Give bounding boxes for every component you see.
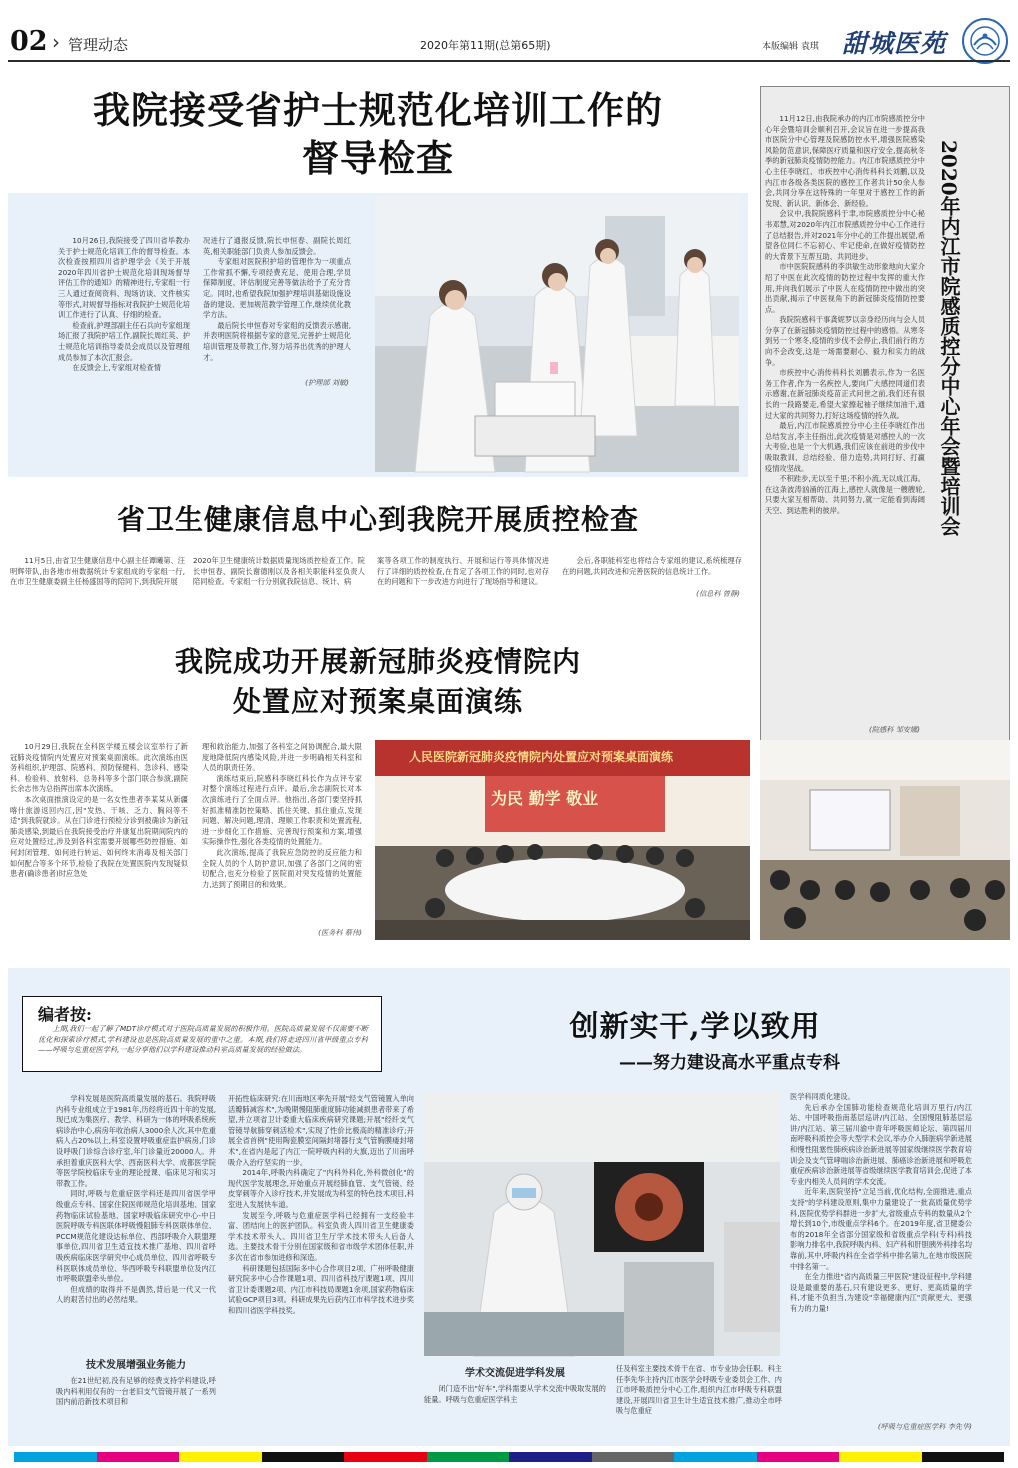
feature-column-4 — [616, 1364, 782, 1416]
paragraph: 检查前,护理部副主任石兵向专家组现场汇报了我院护培工作,副院长周红英、护士规范化培训指导委员会成员以及管理组成员参加了本次汇报会。 — [58, 320, 190, 362]
paragraph: 2020年卫生健康统计数据质量现场质控检查工作。院长申恒春、副院长谢德刚以及各相关职能科室负责人陪同检查。专家组一行分别就我院信息、统计、病 — [193, 556, 365, 587]
paragraph: 在反馈会上,专家组对检查情 — [72, 363, 161, 373]
issue-info: 2020年第11期(总第65期) — [420, 39, 551, 52]
article1-column-1 — [58, 236, 190, 468]
article2-column-1 — [10, 556, 185, 612]
paragraph: 市疾控中心消传科科长刘鹏表示,作为一名医务工作者,作为一名疾控人,要向广大感控同道们表示感谢,在新冠肺炎疫苗正式问世之前,我们还有很长的一段路要走,希望大家擦起袖子继续加油干,通过大家的共同努力,打好这场疫情的持久战。 — [765, 368, 925, 420]
paragraph: 10月29日,我院在全科医学楼五楼会议室举行了新冠肺炎疫情院内处置应对预案桌面演练。此次演练由医务科组织,护理部、院感科、预防保健科、急诊科、感染科、检验科、放射科、总务科等多个部门联合参演,副院长余志伟为总指挥出席本次演练。 — [10, 742, 188, 794]
page-header — [0, 0, 1018, 58]
header-rule — [8, 60, 1010, 62]
article2-column-4 — [562, 556, 742, 590]
article1-title — [18, 86, 738, 182]
paragraph: 本次桌面推演设定的是一名女性患者李某某从新疆喀什旅游返回内江,因"发热、干咳、乏力、胸闷等不适"到我院就诊。从在门诊进行预检分诊到被确诊为新冠肺炎感染,到最后在我院接受治疗并康复出院期间院内的应对处置经过,涉及到各科室需要开展哪些防控措施、如何封闭管理、如何进行转运、如何终末消毒及相关部门如何配合等多个环节,检验了我院在处置医院内发现疑似患者(确诊患者)时应急处 — [10, 794, 188, 879]
paragraph: 学科发展是医院高质量发展的基石。我院呼吸内科专业组成立于1981年,历经将近四十年的发展,现已成为集医疗、教学、科研为一体的呼吸系统疾病诊治中心,病房年收治病人3000余人次,其中危重病人占20%以上,科室设置呼吸重症监护病房,门诊设呼吸门诊综合诊疗室,年门诊量近20000人。并承担着重庆医科大学、西南医科大学、成都医学院等医学院校临床专业的理论授课、临床见习和实习带教工作。 — [56, 1094, 216, 1188]
paragraph: 开拓性临床研究:在川南地区率先开展"经支气管镜置入单向活瓣肺减容术",为晚期慢阻肺重度肺功能减损患者带来了希望,并立项省卫计委重大临床疾病研究课题;开展"经纤支气管镜导航肺穿刺活检术",实现了性价比极高的精准诊疗;开展全省首例"使用陶瓷膜室间隔封堵器行支气管胸膜瘘封堵术",在省内是起了内江一院呼吸内科的大旗,迈出了川南呼吸介入治疗坚实的一步。 — [228, 1094, 414, 1167]
paragraph: 闭门造不出"好车",学科需要从学术交流中吸取发展的能量。呼吸与危重症医学科主 — [424, 1384, 606, 1404]
banner-slogan: 人民医院新冠肺炎疫情院内处置应对预案桌面演练 — [409, 750, 674, 764]
paragraph: 2014年,呼吸内科确定了"内科外科化,外科微创化"的现代医学发展理念,开始重点开展经肺血管、支气管镜、经皮穿刺等介入诊疗技术,并发展成为科室的特色技术项目,科室进入发展快车道。 — [228, 1168, 414, 1209]
training-room-photo — [760, 740, 1010, 940]
paragraph: 我院院感科干事龚妮罗以亲身经历向与会人员分享了在新冠肺炎疫情防控过程中的感悟。从寒冬到另一个寒冬,疫情的步伐不会停止,我们前行的方向不会改变,这是一场需要耐心、毅力和实力的战争。 — [765, 315, 925, 367]
article1-title-line2: 督导检查 — [302, 136, 454, 180]
paragraph: 任及科室主要技术骨干在省、市专业协会任职。科主任李先华主持内江市医学会呼吸专业委员会工作、内江市呼吸质控分中心工作,组织内江市呼吸专科联盟建设,开展四川省卫生计生适宜技术推广,推动全市呼吸与危重症 — [616, 1364, 782, 1416]
paragraph: 医学科同质化建设。 — [790, 1092, 855, 1101]
paragraph: 不积跬步,无以至千里;不积小流,无以成江海。在这条波涛汹涌的江海上,感控人就像是一艘艘轮,只要大家互相帮助、共同努力,就一定能看到海阔天空、到达胜利的彼岸。 — [765, 474, 925, 515]
editor-note-label: 编者按: — [38, 1005, 92, 1024]
paragraph: 此次演练,提高了我院应急防控的反应能力和全院人员的个人防护意识,加强了各部门之间的密切配合,也充分检验了医院面对突发疫情的处置能力,达到了预期目的和效果。 — [202, 847, 362, 889]
feature-column-2 — [228, 1094, 414, 1406]
article3-column-2 — [202, 742, 362, 930]
feature-title: 创新实干,学以致用 — [569, 1009, 821, 1043]
paragraph: 11月12日,由我院承办的内江市院感质控分中心年会暨培训会顺利召开,会议旨在进一步提高我市医院分中心管理及院感防控水平,增强医院感染风险防范意识,保障医疗质量和医疗安全,提高秋冬季的新冠肺炎疫情防控能力。内江市院感质控分中心主任李晓红、市疾控中心消传科科长刘鹏,以及内江市各级各类医院的感控工作者共计50余人参会,共同分享在这特殊的一年里对于感控工作的新发现、新认识、新体会、新经验。 — [765, 114, 925, 208]
paragraph: 在全力推进"省内高质量三甲医院"建设征程中,学科建设是最重要的基石,只有建设更多、更好、更高质量的学科,才能不负担当,为建设"幸福健康内江"贡献更大、更强有力的力量! — [790, 1272, 972, 1313]
bronchoscopy-photo — [424, 1092, 780, 1356]
hospital-logo — [962, 18, 1008, 64]
paragraph: 但成绩的取得并不是偶然,背后是一代又一代人的艰苦付出的必然结果。 — [56, 1284, 216, 1305]
paragraph: 11月5日,由省卫生健康信息中心副主任谭曦第、汪明辉带队,由各地市州数据统计专家组成的专家组一行,在市卫生健康委副主任杨盛国等的陪同下,到我院开展 — [10, 556, 185, 587]
paragraph: 同时,呼吸与危重症医学科还是四川省医学甲级重点专科、国家住院医师规范化培训基地、国家药物临床试验基地、国家呼吸临床研究中心-中日医院呼吸专科医联体呼吸慢阻肺专科医联体单位、PCCM规范化建设达标单位、西部呼吸介入联盟理事单位,四川省卫生适宜技术推广基地、四川省呼吸疾病临床医学研究中心成员单位、四川省呼吸专科医联体成员单位、华西呼吸专科联盟单位及内江市呼吸联盟牵头单位。 — [56, 1189, 216, 1284]
article2-byline: (信息科 曾静) — [696, 589, 740, 598]
masthead-title: 甜城医苑 — [842, 29, 947, 58]
editor-note-text — [38, 1024, 368, 1068]
wall-banner-text: 为民 勤学 敬业 — [491, 789, 599, 808]
feature-column-1 — [56, 1094, 216, 1360]
article3-column-1 — [10, 742, 188, 940]
feature-subhead-1: 技术发展增强业务能力 — [86, 1360, 186, 1371]
feature-subhead-2: 学术交流促进学科发展 — [465, 1368, 565, 1379]
feature-column-1-tail — [56, 1376, 216, 1410]
nursing-inspection-photo — [375, 196, 739, 472]
paragraph: 发展至今,呼吸与危重症医学科已经拥有一支经验丰富、团结向上的医护团队。科室负责人四川省卫生健康委学术技术带头人、四川省卫生厅学术技术带头人后备人选。主要技术骨干分别在国家级和省市级学术团体任职,并多次在省市参加进修和深造。 — [228, 1210, 414, 1262]
drill-meeting-photo — [375, 740, 750, 940]
paragraph: 先后承办全国肺功能检查规范化培训万里行/内江站、中国呼吸指南基层巡讲/内江站、全国慢阻肺基层巡讲/内江站、第三届川渝中青年呼吸医师论坛、第四届川南呼吸科质控会等大型学术会议,举办介入肺脏病学新进展和慢性阻塞性肺疾病诊治新进展等国家级继续医学教育培训会及支气管哮喘诊治新进展、肺癌诊治新进展和呼吸危重症疾病诊治新进展等省级继续医学教育培训会,促进了本专业内相关人员间的学术交流。 — [790, 1102, 972, 1186]
feature-column-5 — [790, 1092, 972, 1416]
article2-column-3 — [377, 556, 549, 612]
section-name: 管理动态 — [68, 36, 129, 54]
color-registration-bar — [14, 1452, 1004, 1462]
feature-byline: (呼吸与危重症医学科 李先华) — [877, 1422, 972, 1431]
article2-title: 省卫生健康信息中心到我院开展质控检查 — [116, 503, 639, 536]
paragraph: 近年来,医院坚持"立足当前,优化结构,全面推进,重点支持"的学科建设原则,集中力量建设了一批高质量优势学科,医院优势学科群进一步扩大,省级重点专科的数量从2个增长到10个,市级重点学科6个。在2019年度,省卫健委公布的2018年全省部分国家级和省级重点学科(专科)科技影响力排名中,我院呼吸内科、妇产科和肝胆胰外科排名均靠前,其中,呼吸内科在全省学科中排名第九,在地市级医院中排名第一。 — [790, 1187, 972, 1271]
paragraph: 最后院长申恒春对专家组的反馈表示感谢,并表明医院将根据专家的意见,完善护士规范化培训管理及带教工作,努力培养出优秀的护理人才。 — [203, 320, 351, 362]
page-number: 02 — [10, 26, 48, 57]
article3-byline: (医务科 蔡伟) — [318, 928, 362, 937]
paragraph: 案等各项工作的制度执行、开展和运行等具体情况进行了详细的质控检查,在肯定了各项工作的同时,也对存在的问题和下一步改进方向进行了现场指导和建议。 — [377, 556, 549, 587]
editor-info: 本版编辑 袁琪 — [762, 42, 819, 52]
paragraph: 专家组对医院积护培的管理作为一项重点工作常抓不懈,专项经费充足、使用合理,学员保障制度、评估制度完善等做法给予了充分肯定。同时,也希望我院加强护理培训基础设施设备的建设、更加规范教学管理工作,继续优化教学方法。 — [203, 257, 351, 320]
paragraph: 会后,各职能科室也将结合专家组的建议,系统梳理存在的问题,共同改进和完善医院的信息统计工作。 — [562, 556, 742, 576]
article3-title-line2: 处置应对预案桌面演练 — [232, 685, 523, 718]
sidebar-title: 2020年内江市院感质控分中心年会暨培训会 — [937, 140, 961, 536]
article1-byline: (护理部 刘敏) — [305, 378, 349, 387]
paragraph: 理和救治能力,加强了各科室之间协调配合,最大限度地降低院内感染风险,并进一步明确相关科室和人员的职责任务。 — [202, 742, 362, 773]
sidebar-byline: (院感科 邹安娜) — [868, 725, 920, 734]
logo-emblem-icon — [964, 20, 1006, 62]
paragraph: 会议中,我院院感科于聿,市院感质控分中心秘书邓慧,对2020年内江市院感质控分中心工作进行了总结报告,并对2021年分中心的工作提出展望,希望各位同仁不忘初心、牢记使命,在做好疫情防控的大背景下互帮互助、共同进步。 — [765, 209, 925, 261]
article3-title — [18, 642, 738, 722]
article2-column-2 — [193, 556, 365, 612]
article1-column-2 — [203, 236, 351, 388]
article3-title-line1: 我院成功开展新冠肺炎疫情院内 — [174, 645, 581, 678]
chevron-right-icon: › — [52, 30, 60, 54]
paragraph: 市中医院院感科的李洪敏生动形象地向大家介绍了中医在此次疫情的防控过程中发挥的重大作用,并向我们展示了中医人在疫情防控中做出的突出贡献,揭示了中医视角下的新冠肺炎疫情防控要点。 — [765, 262, 925, 314]
paragraph: 科研课题包括国际多中心合作项目2项、广州呼吸健康研究院多中心合作课题1项、四川省科技厅课题1项、四川省卫计委课题2项、内江市科技局课题1余项,国家药物临床试验GCP项目3项。科研成果先后获内江市科学技术进步奖和四川省医学科技奖。 — [228, 1263, 414, 1315]
feature-column-3 — [424, 1384, 606, 1408]
feature-subtitle: ——努力建设高水平重点专科 — [619, 1053, 840, 1073]
paragraph: 上期,我们一起了解了MDT诊疗模式对于医院高质量发展的积极作用。医院高质量发展不仅需要不断优化和探索诊疗模式,学科建设也是医院高质量发展的重中之重。本期,我们将走进四川省甲级重点专科——呼吸与危重症医学科,一起分享他们以学科建设推动科室高质量发展的经验做法。 — [38, 1024, 368, 1055]
paragraph: 在21世纪初,没有足够的经费支持学科建设,呼吸内科利用仅有的一台老旧支气管镜开展了一系列国内前沿新技术项目和 — [56, 1376, 216, 1407]
paragraph: 最后,内江市院感质控分中心主任李晓红作出总结发言,李主任指出,此次疫情是对感控人的一次大考验,也是一个大机遇,我们应该在前进的步伐中吸取教训、总结经验、借力造势,共同打好、打赢疫情攻坚战。 — [765, 421, 925, 473]
paragraph: 10月26日,我院接受了四川省毕教办关于护士规范化培训工作的督导检查。本次检查按照四川省护理学会《关于开展2020年四川省护士规范化培训现场督导评估工作的通知》的精神进行,专家组一行三人通过查阅资料、现场访谈、文件核实等形式,对规督导指标对我院护士规范化培训工作进行了认真、仔细的检查。 — [58, 236, 190, 320]
paragraph: 演练结束后,院感科李晓红科长作为点评专家对整个演练过程进行点评。最后,余志副院长对本次演练进行了全面点评。他指出,各部门要坚持抓好抓准精准防控策略、抓住关键、抓住重点,发现问题、解决问题,理清、理顺工作职责和处置流程,进一步细化工作措施、完善现行预案和方案,增强实际操作性,强化各类疫情的处置能力。 — [202, 773, 362, 847]
sidebar-body — [765, 114, 925, 726]
article1-title-line1: 我院接受省护士规范化培训工作的 — [93, 88, 663, 132]
paragraph: 况进行了通报反馈,院长申恒春、副院长周红英,相关职能部门负责人参加反馈会。 — [203, 236, 351, 256]
